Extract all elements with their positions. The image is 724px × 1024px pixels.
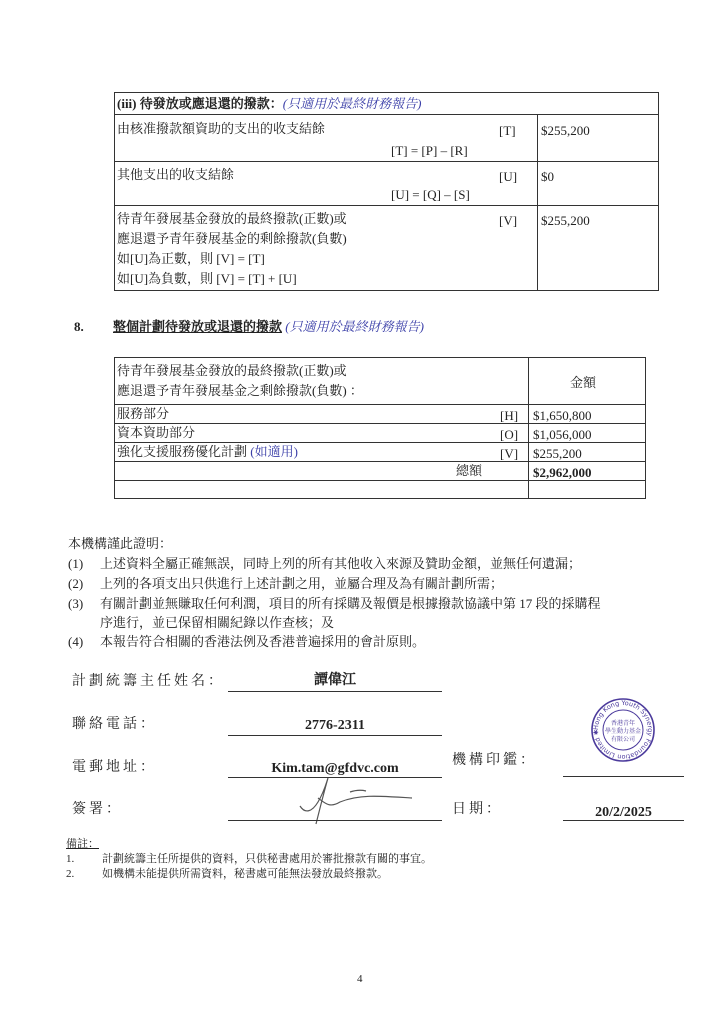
row-code: [H] xyxy=(500,408,519,423)
amount-header: 金額 xyxy=(570,375,597,390)
row-label: 如[U]為正數，則 [V] = [T] xyxy=(117,251,265,266)
svg-text:學生動力基金: 學生動力基金 xyxy=(604,728,642,735)
declaration-text: 上列的各項支出只供進行上述計劃之用，並屬合理及為有關計劃所需； xyxy=(100,576,504,591)
row-code: [O] xyxy=(500,427,519,442)
table-header: 待青年發展基金發放的最終撥款(正數)或 xyxy=(117,363,347,378)
row-label: 由核准撥款額資助的支出的收支結餘 xyxy=(117,121,326,136)
phone-underline xyxy=(228,735,442,736)
row-label: 待青年發展基金發放的最終撥款(正數)或 xyxy=(117,211,347,226)
svg-text:Hong Kong Youth Synergy Founda: Hong Kong Youth Synergy Foundation Limited ✱ xyxy=(591,698,655,762)
notes-heading: 備註： xyxy=(66,838,99,850)
note-text: 計劃統籌主任所提供的資料，只供秘書處用於審批撥款有關的事宜。 xyxy=(102,853,432,865)
declaration-num: (4) xyxy=(68,634,84,649)
row-amount: $255,200 xyxy=(541,123,590,138)
row-code: [T] xyxy=(499,123,516,138)
row-amount: $255,200 xyxy=(541,213,590,228)
row-formula: [T] = [P] – [R] xyxy=(391,143,468,158)
declaration-num: (3) xyxy=(68,596,84,611)
email-value[interactable]: Kim.tam@gfdvc.com xyxy=(271,761,399,776)
row-label: 資本資助部分 xyxy=(117,425,196,440)
row-code: [V] xyxy=(500,446,519,461)
balance-table xyxy=(114,92,659,291)
total-table xyxy=(114,357,646,499)
declaration-intro: 本機構謹此證明： xyxy=(68,536,173,551)
seal-underline xyxy=(563,776,684,777)
declaration-num: (1) xyxy=(68,556,84,571)
row-amount: $0 xyxy=(541,169,554,184)
email-label: 電郵地址： xyxy=(72,760,157,775)
name-underline xyxy=(228,691,442,692)
row-amount: $255,200 xyxy=(533,446,582,461)
date-underline xyxy=(563,820,684,821)
phone-value[interactable]: 2776-2311 xyxy=(305,718,365,733)
note-text: 如機構未能提供所需資料，秘書處可能無法發放最終撥款。 xyxy=(102,868,388,880)
table-header: 應退還予青年發展基金之剩餘撥款(負數) ： xyxy=(117,383,363,398)
row-amount: $1,056,000 xyxy=(533,427,592,442)
name-value[interactable]: 譚偉江 xyxy=(314,673,356,688)
declaration-num: (2) xyxy=(68,576,84,591)
declaration-text: 有關計劃並無賺取任何利潤，項目的所有採購及報價是根據撥款協議中第 17 段的採購程 xyxy=(100,596,601,611)
row-code: [V] xyxy=(499,213,518,228)
row-label: 其他支出的收支結餘 xyxy=(117,167,235,182)
organization-seal xyxy=(590,697,656,763)
total-amount: $2,962,000 xyxy=(533,465,592,480)
row-label: 應退還予青年發展基金的剩餘撥款(負數) xyxy=(117,231,347,246)
declaration-text: 本報告符合相關的香港法例及香港普遍採用的會計原則。 xyxy=(100,634,426,649)
section-iii-heading: (iii) 待發放或應退還的撥款：(只適用於最終財務報告) xyxy=(117,96,422,111)
seal-label: 機構印鑑： xyxy=(452,753,537,768)
row-code: [U] xyxy=(499,169,518,184)
row-label: 如[U]為負數，則 [V] = [T] + [U] xyxy=(117,271,297,286)
declaration-text: 上述資料全屬正確無誤，同時上列的所有其他收入來源及贊助金額，並無任何遺漏； xyxy=(100,556,582,571)
section-8-title: 整個計劃待發放或退還的撥款 (只適用於最終財務報告) xyxy=(113,319,424,334)
row-amount: $1,650,800 xyxy=(533,408,592,423)
row-label: 強化支援服務優化計劃 (如適用) xyxy=(117,444,298,459)
date-value[interactable]: 20/2/2025 xyxy=(595,805,652,820)
row-label: 服務部分 xyxy=(117,406,170,421)
section-8-number: 8. xyxy=(74,319,84,334)
date-label: 日期： xyxy=(452,802,503,817)
svg-text:有限公司: 有限公司 xyxy=(610,736,636,743)
note-num: 1. xyxy=(66,853,75,865)
row-formula: [U] = [Q] – [S] xyxy=(391,187,470,202)
note-num: 2. xyxy=(66,868,75,880)
declaration-text: 序進行，並已保留相關紀錄以作查核；及 xyxy=(100,615,335,630)
name-label: 計劃統籌主任姓名： xyxy=(72,674,225,689)
phone-label: 聯絡電話： xyxy=(72,717,157,732)
signature-underline xyxy=(228,820,442,821)
signature-image xyxy=(280,768,420,828)
page-number: 4 xyxy=(357,973,363,985)
signature-label: 簽署： xyxy=(72,802,123,817)
total-label: 總額 xyxy=(456,463,483,478)
svg-text:香港青年: 香港青年 xyxy=(610,720,636,727)
